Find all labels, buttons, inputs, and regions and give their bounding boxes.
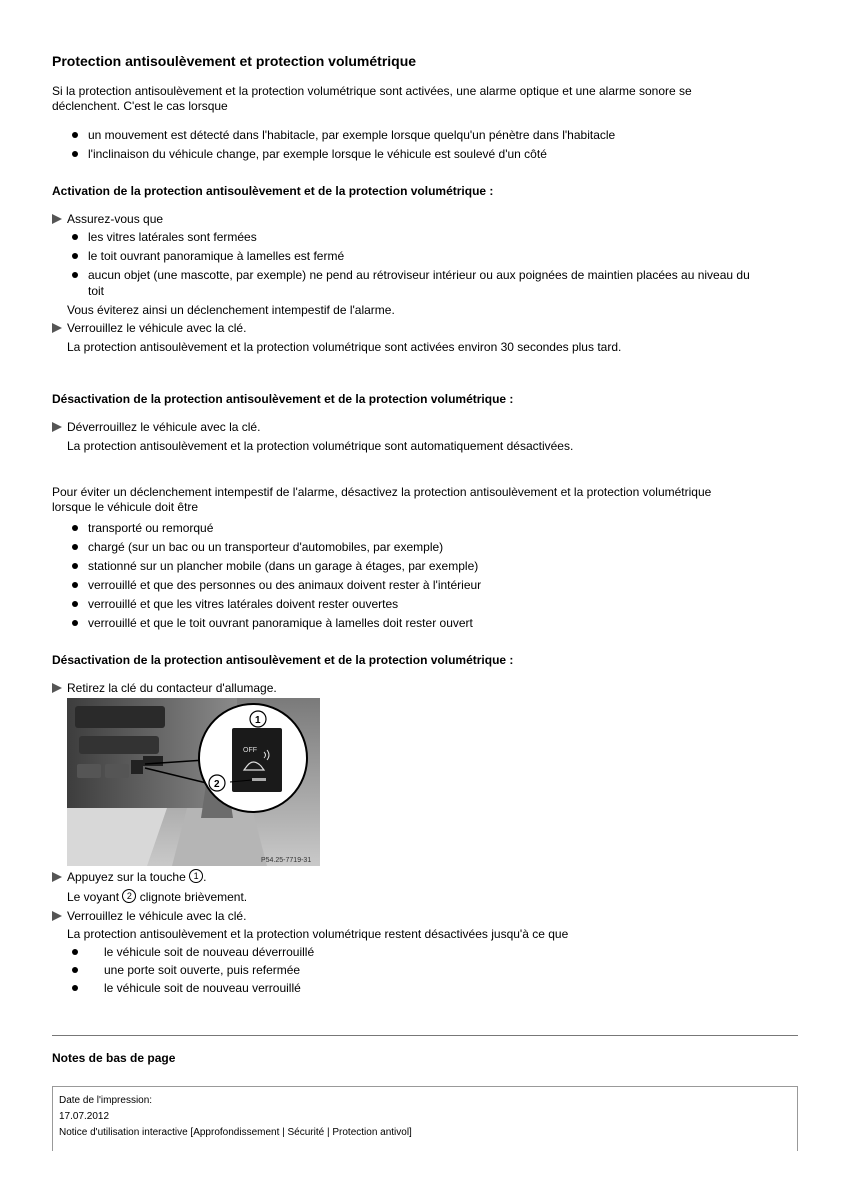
bullet-icon <box>72 563 78 569</box>
step-result: La protection antisoulèvement et la protection volumétrique restent désactivées jusqu'à ce que <box>67 927 569 941</box>
document-path: Notice d'utilisation interactive [Approfondissement | Sécurité | Protection antivol] <box>59 1127 412 1138</box>
step-arrow-icon <box>52 323 62 333</box>
bullet-icon <box>72 151 78 157</box>
section-heading: Activation de la protection antisoulèvement et de la protection volumétrique : <box>52 184 494 198</box>
bullet-icon <box>72 967 78 973</box>
section-heading: Désactivation de la protection antisoulèvement et de la protection volumétrique : <box>52 392 514 406</box>
footnotes-box <box>52 1086 798 1151</box>
callout-1: 1 <box>255 715 261 726</box>
step-result: La protection antisoulèvement et la protection volumétrique sont automatiquement désactivées. <box>67 439 574 453</box>
bullet-icon <box>72 132 78 138</box>
bullet-icon <box>72 949 78 955</box>
paragraph-line-1: Pour éviter un déclenchement intempestif de l'alarme, désactivez la protection antisoulèvement et la protection volumétrique <box>52 485 712 499</box>
callout-1-ref: 1 <box>189 869 203 883</box>
footnotes-heading: Notes de bas de page <box>52 1051 176 1065</box>
intro-line-1: Si la protection antisoulèvement et la protection volumétrique sont activées, une alarme optique et une alarme sonore se <box>52 84 692 98</box>
step-result: La protection antisoulèvement et la protection volumétrique sont activées environ 30 secondes plus tard. <box>67 340 622 354</box>
bullet-icon <box>72 272 78 278</box>
bullet-icon <box>72 601 78 607</box>
step-arrow-icon <box>52 872 62 882</box>
step-arrow-icon <box>52 422 62 432</box>
list-item-continuation: toit <box>88 284 105 298</box>
step-note: Le voyant 2 clignote brièvement. <box>67 890 248 904</box>
bullet-icon <box>72 582 78 588</box>
bullet-icon <box>72 620 78 626</box>
step-arrow-icon <box>52 214 62 224</box>
paragraph-line-2: lorsque le véhicule doit être <box>52 500 199 514</box>
bullet-icon <box>72 525 78 531</box>
bullet-icon <box>72 253 78 259</box>
callout-2-ref: 2 <box>122 889 136 903</box>
intro-line-2: déclenchent. C'est le cas lorsque <box>52 99 228 113</box>
bullet-icon <box>72 234 78 240</box>
step-arrow-icon <box>52 911 62 921</box>
section-heading: Désactivation de la protection antisoulèvement et de la protection volumétrique : <box>52 653 514 667</box>
page-title: Protection antisoulèvement et protection volumétrique <box>52 53 417 69</box>
step-arrow-icon <box>52 683 62 693</box>
console-photo <box>67 698 320 866</box>
bullet-icon <box>72 985 78 991</box>
callout-2: 2 <box>214 779 220 790</box>
image-reference: P54.25-7719-31 <box>261 857 312 864</box>
step-note: Vous éviterez ainsi un déclenchement intempestif de l'alarme. <box>67 303 395 317</box>
print-date-label: Date de l'impression: <box>59 1095 153 1106</box>
off-label: OFF <box>243 747 257 754</box>
print-date: 17.07.2012 <box>59 1111 110 1122</box>
divider <box>52 1035 798 1036</box>
bullet-icon <box>72 544 78 550</box>
